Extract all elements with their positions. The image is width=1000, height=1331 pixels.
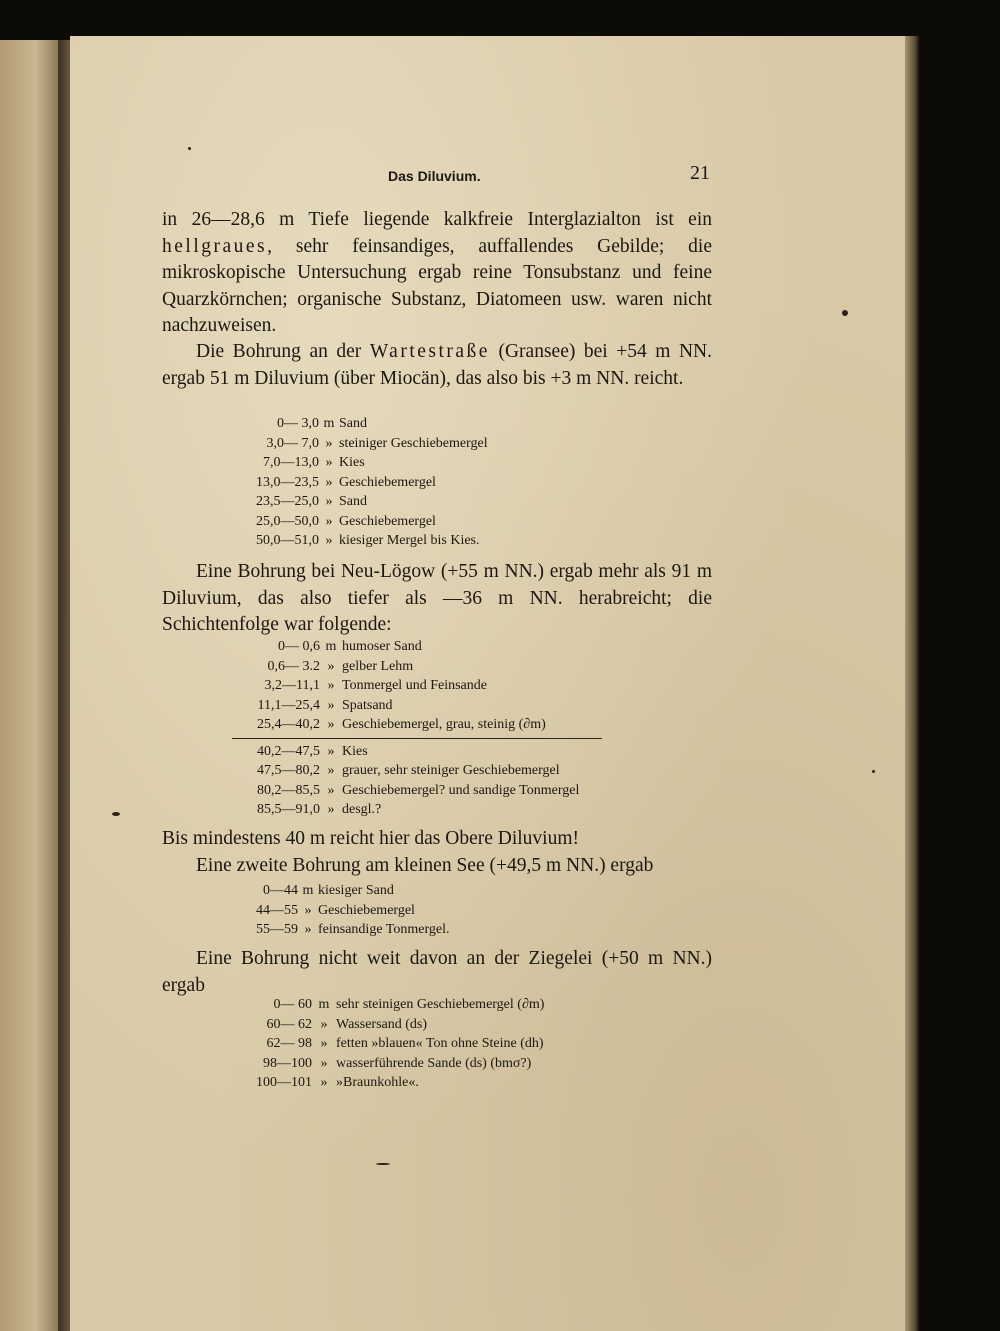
layer-description: Sand [339, 416, 367, 431]
depth-range: 62— 98 [266, 1036, 312, 1051]
depth-range: 60— 62 [266, 1016, 312, 1032]
depth-unit: » [325, 455, 333, 470]
paragraph-interglazialton [162, 207, 712, 340]
paragraph-ziegelei [162, 946, 712, 999]
page-stack-edge [905, 36, 919, 1331]
depth-range: 0— 60 [273, 997, 312, 1012]
layer-description: Kies [342, 743, 368, 759]
layer-description: grauer, sehr steiniger Geschiebemergel [342, 763, 560, 778]
depth-range: 3,0— 7,0 [266, 435, 319, 451]
depth-range: 0— 3,0 [277, 416, 319, 431]
table-row [232, 800, 602, 820]
layer-description: fetten »blauen« Ton ohne Steine (dh) [336, 1036, 544, 1051]
table-row [232, 1034, 544, 1054]
paragraph-neu-loegow [162, 559, 712, 639]
layer-description: gelber Lehm [342, 658, 414, 674]
depth-unit: m [323, 416, 335, 431]
paragraph2-text-b: (Gransee) bei +54 m NN. ergab 51 m Diluvium (über Miocän), das also bis +3 m NN. reicht. [162, 341, 712, 389]
depth-range: 7,0—13,0 [263, 455, 319, 470]
layer-description: Wassersand (ds) [336, 1016, 428, 1032]
table-row [232, 1015, 544, 1035]
depth-range: 80,2—85,5 [257, 782, 320, 798]
layer-description: Spatsand [342, 697, 393, 713]
table-row [232, 676, 602, 696]
paper-speck [842, 310, 848, 316]
table-row [232, 453, 488, 473]
depth-range: 98—100 [263, 1055, 312, 1071]
depth-range: 0,6— 3.2 [267, 658, 320, 674]
depth-unit: » [327, 717, 335, 732]
layer-description: steiniger Geschiebemergel [339, 435, 488, 451]
boring-table-kleiner-see [232, 881, 449, 940]
paragraph1-text-a: in 26—28,6 m Tiefe liegende kalkfreie Interglazialton ist ein [162, 209, 712, 230]
table-row [232, 761, 602, 781]
layer-description: Geschiebemergel [318, 902, 415, 918]
layer-description: wasserführende Sande (ds) (bmσ?) [336, 1055, 532, 1071]
table-row [232, 742, 602, 762]
depth-unit: » [327, 678, 335, 693]
paragraph3-text: Eine Bohrung bei Neu-Lögow (+55 m NN.) ergab mehr als 91 m Diluvium, das also tiefer als —36 m NN. herabreicht; die Schichtenfolge war folgende: [162, 561, 712, 635]
depth-range: 100—101 [256, 1075, 312, 1090]
layer-description: kiesiger Sand [318, 883, 394, 898]
depth-unit: » [327, 763, 335, 778]
layer-description: »Braunkohle«. [336, 1075, 419, 1090]
table-row [232, 920, 449, 940]
boring-table-neu-loegow [232, 637, 602, 820]
depth-unit: » [325, 474, 333, 490]
depth-range: 55—59 [256, 922, 298, 937]
depth-unit: m [302, 883, 314, 898]
table2-lower-rows [232, 742, 602, 820]
depth-unit: » [304, 902, 312, 918]
paper-speck [188, 147, 191, 150]
depth-range: 50,0—51,0 [256, 533, 319, 548]
table-row [232, 657, 602, 677]
layer-description: sehr steinigen Geschiebemergel (∂m) [336, 997, 545, 1012]
table-row [232, 995, 544, 1015]
paragraph2-spaced-word: Wartestraße [369, 341, 490, 362]
paragraph2-text-a: Die Bohrung an der [196, 341, 362, 362]
paragraph-oberes-diluvium [162, 826, 712, 853]
table-row [232, 531, 488, 551]
depth-range: 3,2—11,1 [264, 678, 320, 693]
depth-unit: » [325, 435, 333, 451]
paragraph-wartestrasse [162, 339, 712, 392]
layer-description: kiesiger Mergel bis Kies. [339, 533, 480, 548]
page-number: 21 [690, 162, 710, 184]
paragraph5-text: Eine zweite Bohrung am kleinen See (+49,5 m NN.) ergab [196, 855, 654, 876]
depth-range: 0—44 [263, 883, 298, 898]
running-header [160, 162, 712, 188]
depth-unit: m [318, 997, 330, 1012]
depth-unit: » [304, 922, 312, 937]
paragraph4-text: Bis mindestens 40 m reicht hier das Obere Diluvium! [162, 828, 580, 849]
layer-description: Geschiebemergel [339, 474, 436, 490]
table-row [232, 1054, 544, 1074]
boring-table-wartestrasse [232, 414, 488, 551]
depth-unit: » [325, 513, 333, 529]
depth-range: 25,0—50,0 [256, 513, 319, 529]
depth-unit: » [327, 782, 335, 798]
layer-description: feinsandige Tonmergel. [318, 922, 450, 937]
table-row [232, 901, 449, 921]
layer-description: Sand [339, 494, 367, 509]
depth-range: 11,1—25,4 [257, 697, 320, 713]
paragraph-kleiner-see [162, 853, 712, 880]
depth-range: 44—55 [256, 902, 298, 918]
depth-unit: » [327, 658, 335, 674]
paper-speck [376, 1163, 390, 1165]
previous-page-edge [0, 40, 60, 1331]
chapter-title: Das Diluvium. [388, 168, 481, 184]
depth-unit: » [327, 743, 335, 759]
table-row [232, 637, 602, 657]
depth-unit: m [325, 639, 337, 654]
table-row [232, 1073, 544, 1093]
depth-range: 47,5—80,2 [257, 763, 320, 778]
depth-unit: » [320, 1075, 328, 1090]
depth-unit: » [320, 1016, 328, 1032]
table-row [232, 715, 602, 735]
layer-description: Tonmergel und Feinsande [342, 678, 487, 693]
layer-description: Geschiebemergel, grau, steinig (∂m) [342, 717, 546, 732]
layer-description: humoser Sand [342, 639, 422, 654]
depth-range: 85,5—91,0 [257, 802, 320, 817]
depth-unit: » [327, 697, 335, 713]
layer-description: Geschiebemergel [339, 513, 436, 529]
paragraph6-text: Eine Bohrung nicht weit davon an der Ziegelei (+50 m NN.) ergab [162, 948, 712, 996]
layer-description: Geschiebemergel? und sandige Tonmergel [342, 782, 580, 798]
layer-description: Kies [339, 455, 365, 470]
table-row [232, 492, 488, 512]
depth-range: 0— 0,6 [278, 639, 320, 654]
table-row [232, 414, 488, 434]
table-row [232, 434, 488, 454]
table2-upper-rows [232, 637, 602, 735]
depth-range: 25,4—40,2 [257, 717, 320, 732]
depth-unit: » [325, 533, 333, 548]
paper-speck [112, 812, 120, 816]
depth-unit: » [320, 1055, 328, 1071]
table-divider-line [232, 738, 602, 739]
table-row [232, 473, 488, 493]
depth-unit: » [327, 802, 335, 817]
paragraph1-spaced-word: hellgraues [162, 235, 268, 257]
table-row [232, 781, 602, 801]
depth-range: 23,5—25,0 [256, 494, 319, 509]
table-row [232, 881, 449, 901]
paper-speck [872, 770, 875, 773]
depth-range: 40,2—47,5 [257, 743, 320, 759]
depth-unit: » [320, 1036, 328, 1051]
boring-table-ziegelei [232, 995, 544, 1093]
table-row [232, 512, 488, 532]
depth-unit: » [325, 494, 333, 509]
table-row [232, 696, 602, 716]
depth-range: 13,0—23,5 [256, 474, 319, 490]
paragraph1-text-b: , sehr feinsandiges, auffallendes Gebilde; die mikroskopische Untersuchung ergab reine Tonsubstanz und feine Quarzkörnchen; organische Substanz, Diatomeen usw. waren nicht nachzuweisen. [162, 235, 712, 336]
layer-description: desgl.? [342, 802, 382, 817]
